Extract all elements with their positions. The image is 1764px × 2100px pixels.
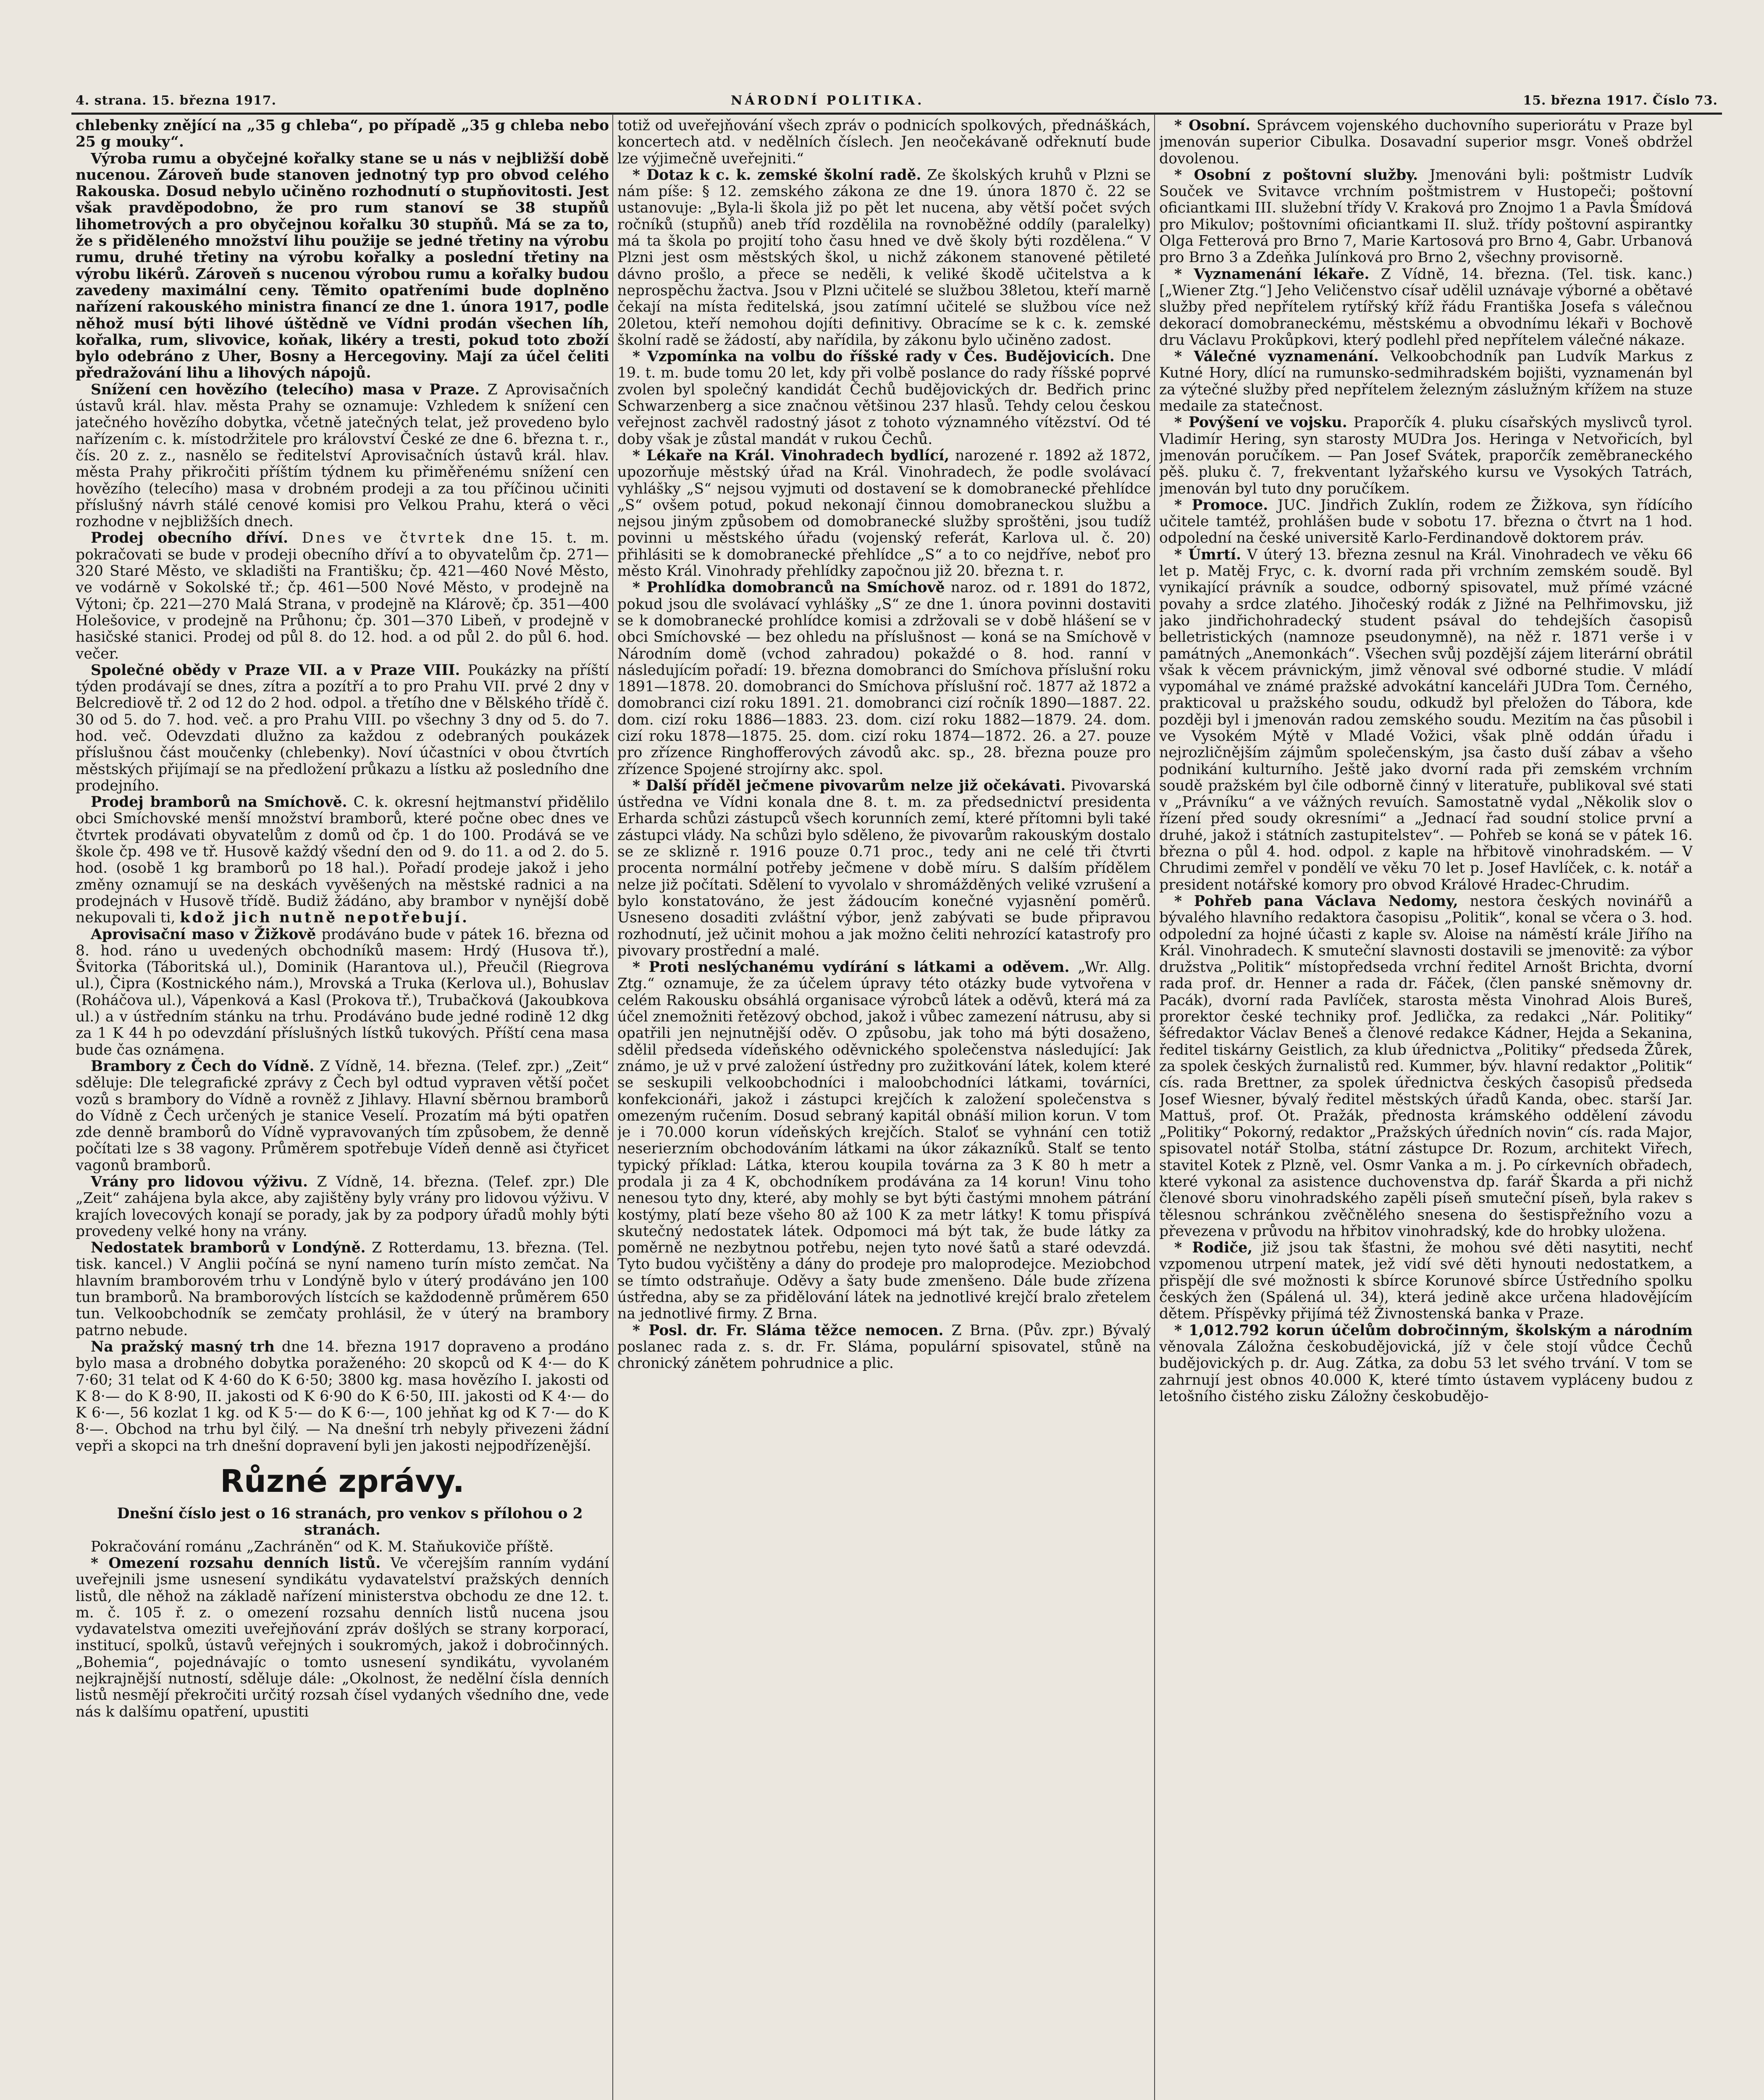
article-body: věnovala Záložna českobudějovická, jíž v čele stojí vůdce Čechů budějovických p. dr. Aug. Zátka, za dobu 53 let svého trvání. V tom se zahrnují jest obnos 40.000 K, které tímto ústavem vypláceny budou z letošního čistého zisku Záložny českobudějo- [1159,1338,1693,1405]
column-2 [617,118,1151,2100]
article-body: 15. t. m. pokračovati se bude v prodeji obecního dříví a to obyvatelům čp. 271—320 Staré Město, ve skladišti na Františku; čp. 421—460 Nové Město, ve vodárně v Sokolské tř.; čp. 461—500 Nové Město, v prodejně na Výtoni; čp. 221—270 Malá Strana, v prodejně na Klárově; čp. 351—400 Holešovice, v prodejně na Průhonu; čp. 301—370 Libeň, v prodejně v hasičské stanici. Prodej od půl 8. do 12. hod. a od půl 2. do půl 6. hod. večer. [76,530,609,662]
article-heading: * Vyznamenání lékaře. [1174,265,1370,283]
article [1159,415,1693,497]
header-page-info: 4. strana. 15. března 1917. [76,93,277,108]
article [76,662,609,794]
article [617,959,1151,1323]
article-body: Velkoobchodník pan Ludvík Markus z Kutné Hory, dlící na rumunsko-sedmihradském bojišti, vyznamenán byl za výtečné služby před nepřítelem železným záslužným křížem na stuze medaile za statečnost. [1159,348,1693,415]
article [76,1240,609,1339]
article [76,1058,609,1174]
article [76,382,609,530]
article-heading: * Rodiče, [1174,1239,1253,1257]
article-heading: * Posl. dr. Fr. Sláma těžce nemocen. [633,1322,944,1339]
article-body: již jsou tak šťastni, že mohou své děti nasytiti, nechť vzpomenou utrpení matek, jež vidí své děti hynouti nedostatkem, a přispějí dle své možnosti k sbírce Korunové sbírce Ústředního spolku českých žen (Spálená ul. 34), která jedině akce určena hladovějícím dětem. Příspěvky přijímá též Živnostenská banka v Praze. [1159,1239,1693,1323]
article-body: Z Aprovisačních ústavů král. hlav. města Prahy se oznamuje: Vzhledem k snížení cen jatečného hovězího dobytka, včetně jatečných telat, jež provedeno bylo nařízením c. k. místodržitele pro království České ze dne 6. března t. r., čís. 20 z. z., nasnělo se ředitelství Aprovisačních ústavů král. hlav. města Prahy přikročiti příštím týdnem ku přiměřenému snížení cen hovězího (telecího) masa v drobném prodeji a za tou příčinou učiniti příslušný návrh stálé cenové komisi pro Velkou Prahu, která o věci rozhodne v nejbližších dnech. [76,381,609,530]
article-heading: * Dotaz k c. k. zemské školní radě. [633,166,921,184]
article-heading: Vrány pro lidovou výživu. [91,1173,308,1190]
article [617,167,1151,349]
article-heading: * Pohřeb pana Václava Nedomy, [1174,892,1458,910]
article [1159,349,1693,415]
article-heading: * Promoce. [1174,496,1268,514]
article-heading: Výroba rumu a obyčejné kořalky stane se u nás v nejbližší době nucenou. [76,150,609,184]
article [1159,1323,1693,1405]
column-divider [612,114,613,2100]
article-body: Jmenováni byli: poštmistr Ludvík Souček ve Svitavce vrchním poštmistrem v Hustopeči; poštovní oficiantkami III. služební třídy V. Kraková pro Znojmo 1 a Pavla Šmídová pro Mikulov; poštovními oficiantkami II. služ. třídy poštovní aspirantky Olga Fetterová pro Brno 7, Marie Kartosová pro Brno 4, Gabr. Urbanová pro Brno 3 a Zdeňka Julínková pro Brno 2, všechny provisorně. [1159,166,1693,266]
article [617,580,1151,778]
running-header [76,93,1718,113]
paragraph: totiž od uveřejňování všech zpráv o podnicích spolkových, přednáškách, koncertech atd. v nedělních číslech. Jen neočekávaně odřeknutí bude lze výjimečně uveřejniti.“ [617,118,1151,167]
article [76,151,609,382]
article-heading: * Válečné vyznamenání. [1174,348,1379,365]
article-heading: * Omezení rozsahu denních listů. [91,1554,381,1572]
article [1159,547,1693,893]
article-body: Z Rotterdamu, 13. března. (Tel. tisk. kancel.) V Anglii počíná se nyní nameno turín místo zemčat. Na hlavním bramborovém trhu v Londýně bylo v úterý prodáváno jen 100 tun bramborů. Na bramborových lístcích se každodenně průměrem 650 tun. Velkoobchodník se zemčaty prohlásil, že v úterý na brambory patrno nebude. [76,1239,609,1339]
article-body: Ve včerejším ranním vydání uveřejnili jsme usnesení syndikátu vydavatelství pražských denních listů, dle něhož na základě nařízení ministerstva obchodu ze dne 12. t. m. č. 105 ř. z. o omezení rozsahu denních listů nucena jsou vydavatelstva omeziti uveřejňování zpráv došlých se strany korporací, institucí, spolků, ústavů veřejných i soukromých, jakož i dobročinných. „Bohemia“, pojednávajíc o tomto usnesení syndikátu, vyvolaném nejkrajnější nutností, sděluje dále: „Okolnost, že nedělní čísla denních listů nesmějí překročiti určitý rozsah čísel vydaných všedního dne, vede nás k dalšímu opatření, upustiti [76,1554,609,1720]
article-heading: Snížení cen hovězího (telecího) masa v Praze. [91,381,480,398]
article-heading: * Povýšení ve vojsku. [1174,414,1347,431]
article-body: nestora českých novinářů a bývalého hlavního redaktora časopisu „Politik“, konal se včera o 3. hod. odpolední za hojné účasti z kaple sv. Aloise na náměstí krále Jiřího na Král. Vinohradech. K smuteční slavnosti dostavili se jmenovitě: za výbor družstva „Politik“ místopředseda vrchní ředitel Arnošt Brichta, dvorní rada prof. dr. Henner a rada dr. Fáček, (člen panské sněmovny dr. Pacák), dvorní rada Pavlíček, starosta města Vinohrad Alois Bureš, prorektor české techniky prof. Jedlička, za redakci „Nár. Politiky“ šéfredaktor Václav Beneš a členové redakce Kádner, Hejda a Sekanina, ředitel tiskárny Geistlich, za klub úřednictva „Politiky“ předseda Žůrek, za spolek českých žurnalistů red. Kummer, býv. hlavní redaktor „Politik“ cís. rada Brettner, za spolek úřednictva českých časopisů předseda Josef Wiesner, bývalý ředitel městských úřadů Kanda, obec. starší Jar. Mattuš, prof. Ot. Pražák, přednosta krámského oddělení závodu „Politiky“ Pokorný, redaktor „Pražských úředních novin“ cís. rada Major, spisovatel notář Stolba, státní zástupce Dr. Rozum, architekt Viřech, stavitel Kotek z Plzně, vel. Osmr Vanka a m. j. Po církevních obřadech, které vykonal za asistence duchovenstva dp. farář Škarda a při nichž členové sboru vinohradského zapěli píseň smuteční píseň, byla rakev s tělesnou schránkou zvěčnělého snesena do šestispřežního vozu a převezena v průvodu na hřbitov vinohradský, kde do hrobky uložena. [1159,892,1693,1240]
article-heading: * 1,012.792 korun účelům dobročinným, školským a národním [1174,1322,1693,1339]
article [1159,893,1693,1240]
article [76,1339,609,1454]
article-heading: Na pražský masný trh [91,1338,275,1355]
article-body: Poukázky na příští týden prodávají se dnes, zítra a pozítří a to pro Prahu VII. prvé 2 dny v Belcrediově tř. 2 od 12 do 2 hod. odpol. a třetího dne v Bělského třídě č. 30 od 5. do 7. hod. več. a pro Prahu VIII. po všechny 3 dny od 5. do 7. hod. več. Odevzdati dlužno za každou z odebraných poukázek příslušnou část moučenky (chlebenky). Noví účastníci v obou čtvrtích městských přijímají se na předložení průkazu a lístku až posledního dne prodejního. [76,662,609,794]
article-heading: Brambory z Čech do Vídně. [91,1058,315,1075]
article [76,1555,609,1720]
header-date-issue: 15. března 1917. Číslo 73. [1523,93,1718,108]
article [617,448,1151,580]
article-body: Z Brna. (Pův. zpr.) Bývalý poslanec rada z. s. dr. Fr. Sláma, populární spisovatel, stůně na chronický zánětem pohrudnice a plic. [617,1322,1151,1372]
column-1 [76,118,609,2100]
article-body: Pivovarská ústředna ve Vídni konala dne 8. t. m. za předsednictví presidenta Erharda schůzi zástupců všech korunních zemí, které přítomni byli také zástupci vlády. Na schůzi bylo sděleno, že pivovarům rakouským dostalo se ze sklizně r. 1916 pouze 0.71 proc., tedy ani ne celé tři čtvrti procenta normální potřeby ječmene v době míru. S dalším přídělem nelze již počítati. Sdělení to vyvolalo v shromážděných veliké vzrušení a bylo konstatováno, že jest žádoucím konečné vyjasnění poměrů. Usneseno dosaditi zvláštní výbor, jenž zabývati se bude připravou rozhodnutí, jež učinit mohou a jak možno čeliti nehrozící katastrofy pro pivovary prostřední a malé. [617,777,1151,959]
article [1159,118,1693,167]
article-heading: Prodej obecního dříví. [91,530,289,547]
article-body: C. k. okresní hejtmanství přidělilo obci Smíchovské menší množství bramborů, které počne obec dnes ve čtvrtek prodávati obyvatelům z domů od čp. 1 do 100. Prodává se ve škole čp. 498 ve tř. Husově každý všední den od 9. do 11. a od 2. do 5. hod. (osobě 1 kg bramborů po 18 hal.). Pořadí prodeje jakož i jeho změny oznamují se na deskách vyvěšených na městské radnici a na prodejnách v Husově třídě. Budiž žádáno, aby brambor v nynější době nekupovali ti, [76,794,609,927]
article-body: V úterý 13. března zesnul na Král. Vinohradech ve věku 66 let p. Matěj Fryc, c. k. dvorní rada při vrchním zemském soudě. Byl vynikající právník a soudce, odborný spisovatel, muž přímé vzácné povahy a srdce zlatého. Jihočeský rodák z Jižné na Pelhřimovsku, již jako jindřichohradecký student psával do tehdejších časopisů belletristických (namnoze pseudonymně), na něž r. 1871 verše i v památných „Anemonkách“. Všechen svůj pozdější zájem literární obrátil však k věcem právnickým, jimž věnoval své odborné studie. V mládí vypomáhal ve známé pražské advokátní kanceláři JUDra Tom. Černého, prakticoval u pražského soudu, odkudž byl přeložen do Tábora, kde později byl i jmenován radou zemského soudu. Mezitím na čas působil i ve Vysokém Mýtě v Mladé Vožici, však plně oddán úřadu i nejrozličnějším zájmům společenským, jsa často duší zábav a všeho podnikání kulturního. Ještě jako dvorní rada při zemském vrchním soudě pražském byl čile odborně činný v literatuře, publikoval své stati v „Právníku“ a ve vážných revuích. Samostatně vydal „Několik slov o řízení před soudy okresními“ a „Jednací řad soudní stolice první a druhé, jakož i státních zastupitelstev“. — Pohřeb se koná se v pátek 16. března o půl 4. hod. odpol. z kaple na hřbitově vinohradském. — V Chrudimi zemřel v pondělí ve věku 70 let p. Josef Havlíček, c. k. notář a president notářské komory pro obvod Králové Hradec-Chrudim. [1159,546,1693,893]
article [1159,167,1693,266]
article-heading: * Proti neslýchanému vydírání s látkami a oděvem. [633,959,1070,976]
article [76,927,609,1058]
article-body: „Wr. Allg. Ztg.“ oznamuje, že za účelem úpravy této otázky bude vytvořena v celém Rakousku obsáhlá organisace výrobců látek a oděvů, která má za účel znemožniti řetězový obchod, jakož i vůbec zamezení nátrusu, aby si opatřili jen nejnutnější oděv. O způsobu, jak toho má býti dosaženo, sdělil předseda vídeňského oděvnického společenstva následující: Jak známo, je už v prvé založení ústředny pro zužitkování látek, kolem které se seskupili velkoobchodníci i maloobchodníci látkami, továrníci, konfekcionáři, jakož i zástupci krejčích k založení společenstva s omezeným ručením. Dosud sebraný kapitál obnáší milion korun. V tom je i 70.000 korun vídeňských krejčích. Staloť se vyhnání cen totiž neserierzním obchodováním látkami na úkor zákazníků. Stalť se tento typický příklad: Látka, kterou koupila továrna za 3 K 80 h metr a prodala ji za 4 K, obchodníkem prodávána za 14 korun! Vinu toho nenesou tyto dny, které, aby mohly se byt býti častými mnohem pátrání kostýmy, platí beze všeho 80 až 100 K za metr látky! K tomu přispívá skutečný nedostatek látek. Odpomoci má být tak, že bude látky za poměrně ne nezbytnou potřebu, nejen tyto nové šatů a staré odevzdá. Tyto budou vyčištěny a dány do prodeje pro maloprodejce. Meziobchod se tímto odstraňuje. Oděvy a šaty bude zmenšeno. Dále bude zřízena ústředna, aby se za přidělování látek na jednotlivé krejčí bralo zřetelem na jednotlivé firmy. Z Brna. [617,959,1151,1323]
article-heading: Nedostatek bramborů v Londýně. [91,1239,366,1257]
article-body: Ze školských kruhů v Plzni se nám píše: § 12. zemského zákona ze dne 19. února 1870 č. 22 se ustanovuje: „Byla-li škola již po pět let nucena, aby větší počet svých ročníků (stupňů) aneb tříd rozdělila na rovnoběžné oddíly (paralelky) má ta škola po projití toho času hned ve dvě školy býti rozdělena.“ V Plzni jest osm městských škol, u nichž zákonem stanovené pětileté dávno prošlo, a přece se neděli, k veliké škodě učitelstva a k neprospěchu žactva. Jsou v Plzni učitelé se službou 38letou, kteří marně čekají na místa ředitelská, jsou zatímní učitelé se službou více než 20letou, kteří nemohou dojíti definitivy. Obracíme se k c. k. zemské školní radě se žádostí, aby nařídila, by zákonu bylo učiněno zadost. [617,166,1151,349]
article [1159,1240,1693,1322]
section-heading: Různé zprávy. [220,1463,465,1500]
notice: Dnešní číslo jest o 16 stranách, pro venkov s přílohou o 2 stranách. [117,1505,583,1539]
article-body: Zároveň bude stanoven jednotný typ pro obvod celého Rakouska. Dosud nebylo učiněno rozhodnutí o stupňovitosti. Jest však pravděpodobno, že pro rum stanoví se 38 stupňů lihometrových a pro obyčejnou kořalku 30 stupňů. Má se za to, že s přiděleného množství lihu použije se jedné třetiny na výrobu rumu, druhé třetiny na výrobu kořalky a poslední třetiny na výrobu likérů. Zároveň s nucenou výrobou rumu a kořalky budou zavedeny maximální ceny. Těmito opatřeními bude doplněno nařízení rakouského ministra financí ze dne 1. února 1917, podle něhož musí býti lihové úštědně ve Vídni prodán všechen líh, kořalka, rum, slivovice, koňak, likéry a tresti, pokud toto zboží bylo odebráno z Uher, Bosny a Hercegoviny. Mají za účel čeliti předražování lihu a lihových nápojů. [76,166,609,382]
article [617,778,1151,959]
column-3 [1159,118,1693,2100]
article-heading: * Osobní z poštovní služby. [1174,166,1418,184]
article: Prodej obecního dříví. Dnes ve čtvrtek dne 15. t. m. pokračovati se bude v prodeji obecního dříví a to obyvatelům čp. 271—320 Staré Město, ve skladišti na Františku; čp. 421—460 Nové Město, ve vodárně v Sokolské tř.; čp. 461—500 Nové Město, v prodejně na Výtoni; čp. 221—270 Malá Strana, v prodejně na Klárově; čp. 351—400 Holešovice, v prodejně na Průhonu; čp. 301—370 Libeň, v prodejně v hasičské stanici. Prodej od půl 8. do 12. hod. a od půl 2. do půl 6. hod. večer. [76,530,609,662]
article [617,349,1151,448]
article [1159,497,1693,547]
article-heading: * Lékaře na Král. Vinohradech bydlící, [633,447,950,464]
header-masthead: NÁRODNÍ POLITIKA. [731,93,924,108]
article-heading: * Úmrtí. [1174,546,1241,563]
article-heading: Prodej bramborů na Smíchově. [91,794,347,811]
article-heading: * Prohlídka domobranců na Smíchově [633,579,945,596]
article-body: Praporčík 4. pluku císařských myslivců tyrol. Vladimír Hering, syn starosty MUDra Jos. Heringa v Netvořicích, byl jmenován poručíkem. — Pan Josef Svátek, praporčík zeměbraneckého pěš. pluku č. 7, frekventant lyžařského kursu ve Vysokých Tatrách, jmenován byl tuto dny poručíkem. [1159,414,1693,497]
article-body: Z Vídně, 14. března. (Tel. tisk. kanc.) [„Wiener Ztg.“] Jeho Veličenstvo císař udělil uznávaje výborné a obětavé služby před nepřítelem rytířský kříž řádu Františka Josefa s válečnou dekorací domobraneckému, městskému a obvodnímu lékaři v Bochově dru Václavu Prokůpkovi, který podlehl před nepřítelem válečné nákaze. [1159,265,1693,349]
article-body: narozené r. 1892 až 1872, upozorňuje městský úřad na Král. Vinohradech, že podle svolávací vyhlášky „S“ nejsou vyjmuti od dostavení se k domobranecké přehlídce „S“ ovšem potud, pokud nekonají činnou domobraneckou službu a nejsou jiným způsobem od domobranecké služby sproštěni, jsou tudíž povinni u městského úřadu (vojenský referát, Karlova ul. č. 20) přihlásiti se k domobranecké přehlídce „S“ a to co nejdříve, neboť pro město Král. Vinohrady přehlídky započnou již 20. března t. r. [617,447,1151,580]
article-body: prodáváno bude v pátek 16. března od 8. hod. ráno u uvedených obchodníků masem: Hrdý (Husova tř.), Švitorka (Táboritská ul.), Dominik (Harantova ul.), Přeučil (Riegrova ul.), Čipra (Kostnického nám.), Mrovská a Truka (Kerlova ul.), Bohuslav (Roháčova ul.), Vápenková a Kasl (Prokova tř.), Trubačková (Jakoubkova ul.) a v ústředním stánku na trhu. Prodáváno bude jedné rodině 12 dkg za 1 K 44 h po odevzdání příslušných lístků tukových. Příští cena masa bude čas oznámena. [76,926,609,1058]
article-body: Správcem vojenského duchovního superiorátu v Praze byl jmenován superior Cibulka. Dosavadní superior msgr. Voneš obdržel dovolenou. [1159,118,1693,167]
notice-text: Pokračování románu „Zachráněn“ od K. M. Staňukoviče příště. [91,1538,554,1555]
article [1159,266,1693,349]
article-heading: * Vzpomínka na volbu do říšské rady v Čes. Budějovicích. [633,348,1115,365]
article-heading: * Osobní. [1174,118,1250,134]
article: Prodej bramborů na Smíchově. C. k. okresní hejtmanství přidělilo obci Smíchovské menší množství bramborů, které počne obec dnes ve čtvrtek prodávati obyvatelům z domů od čp. 1 do 100. Prodává se ve škole čp. 498 ve tř. Husově každý všední den od 9. do 11. a od 2. do 5. hod. (osobě 1 kg bramborů po 18 hal.). Pořadí prodeje jakož i jeho změny oznamují se na deskách vyvěšených na městské radnici a na prodejnách v Husově třídě. Budiž žádáno, aby brambor v nynější době nekupovali ti, kdož jich nutně nepotřebují. [76,794,609,927]
article-body: naroz. od r. 1891 do 1872, pokud jsou dle svolávací vyhlášky „S“ ze dne 1. února povinni dostaviti se k domobranecké prohlídce komisi a zdržovali se v době hlášení se v obci Smíchovské — bez ohledu na příslušnost — koná se na Smíchově v Národním domě (vchod zahradou) pokaždé o 8. hod. ranní v následujícím pořadí: 19. března domobranci do Smíchova příslušní roku 1891—1878. 20. domobranci do Smíchova příslušní roč. 1877 až 1872 a domobranci cizí roku 1891. 21. domobranci cizí ročník 1890—1887. 22. dom. cizí roku 1886—1883. 23. dom. cizí roku 1882—1879. 24. dom. cizí roku 1878—1875. 25. dom. cizí roku 1874—1872. 26. a 27. pouze pro zřízence Ringhofferových závodů akc. sp., 28. března pouze pro zřízence Spojené strojírny akc. spol. [617,579,1151,778]
article-body: JUC. Jindřich Zuklín, rodem ze Žižkova, syn řídícího učitele tamtéž, prohlášen bude v sobotu 17. března o čtvrt na 1 hod. odpolední na české universitě Karlo-Ferdinandově doktorem práv. [1159,496,1693,547]
header-rule [71,113,1722,115]
article [617,1323,1151,1372]
article-body: Z Vídně, 14. března. (Telef. zpr.) Dle „Zeit“ zahájena byla akce, aby zajištěny byly vrány pro lidovou výživu. V krajích lovecových konají se porady, jak by za podpory úřadů mohly býti provedeny velké hony na vrány. [76,1173,609,1240]
article-body: Z Vídně, 14. března. (Telef. zpr.) „Zeit“ sděluje: Dle telegrafické zprávy z Čech byl odtud vypraven větší počet vozů s brambory do Vídně a rovněž z Jihlavy. Hlavní sběrnou bramborů do Vídně z Čech určených je stanice Veselí. Prozatím má býti opatřen zde denně bramborů do Vídně vypravovaných tím způsobem, že denně počítati lze s 38 vagony. Průměrem spotřebuje Vídeň denně asi čtyřicet vagonů bramborů. [76,1058,609,1174]
article-heading: Společné obědy v Praze VII. a v Praze VIII. [91,662,460,679]
column-divider [1154,114,1155,2100]
article-body: Dne 19. t. m. bude tomu 20 let, kdy při volbě poslance do rady říšské poprvé zvolen byl společný kandidát Čechů budějovických dr. Bedřich princ Schwarzenberg a sice značnou většinou 237 hlasů. Tehdy celou českou veřejnost zachvěl radostný jásot z tohoto významného vítězství. Od té doby však je zůstal mandát v rukou Čechů. [617,348,1151,448]
article-body: dne 14. března 1917 dopraveno a prodáno bylo masa a drobného dobytka poraženého: 20 skopců od K 4·— do K 7·60; 31 telat od K 4·60 do K 6·50; 3800 kg. masa hovězího I. jakosti od K 8·— do K 8·90, II. jakosti od K 6·90 do K 6·50, III. jakosti od K 4·— do K 6·—, 56 kozlat 1 kg. od K 5·— do K 6·—, 100 jehňat kg od K 7·— do K 8·—. Obchod na trhu byl čilý. — Na dnešní trh nebyly přivezeni žádní vepři a skopci na trh dnešní dopravení byli jen jakosti nejpodřízenější. [76,1338,609,1454]
paragraph: chlebenky znějící na „35 g chleba“, po případě „35 g chleba nebo 25 g mouky“. [76,118,609,151]
article-heading: Aprovisační maso v Žižkově [91,926,316,943]
article [76,1174,609,1240]
article-heading: * Další příděl ječmene pivovarům nelze již očekávati. [633,777,1066,794]
